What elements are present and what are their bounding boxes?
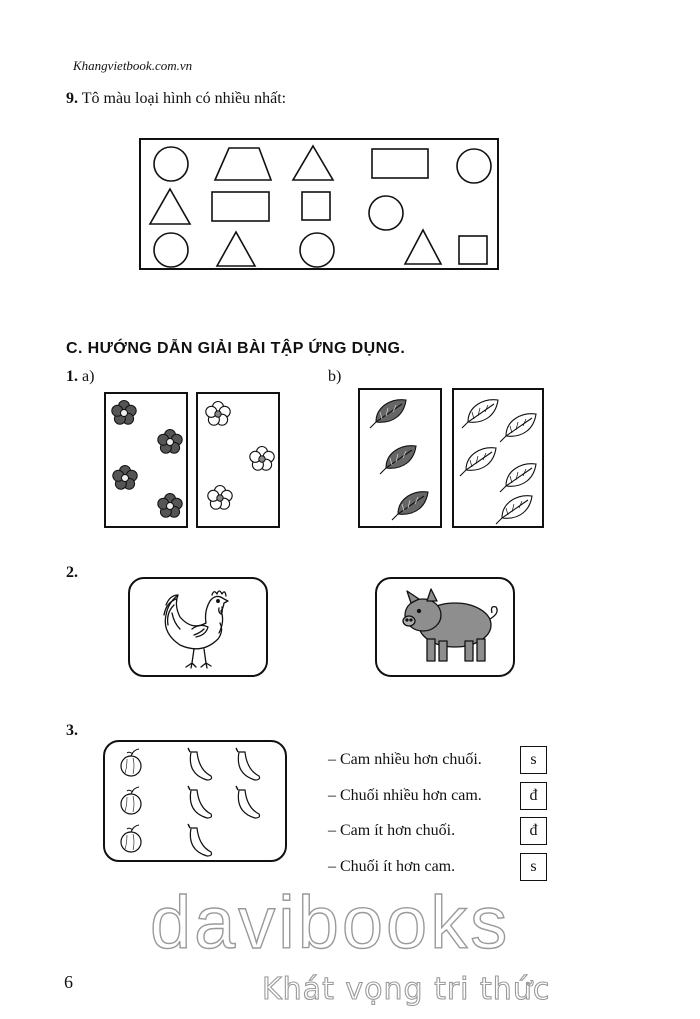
fruit-group (105, 742, 289, 864)
rooster-icon (130, 579, 270, 679)
answer-box-1[interactable]: s (520, 746, 547, 774)
shape-circle (154, 147, 188, 181)
banana-icon (236, 786, 260, 818)
flower-card-right (196, 392, 280, 528)
rooster-card (128, 577, 268, 677)
shape-trapezoid (215, 148, 271, 180)
page-number: 6 (64, 972, 73, 992)
shapes-panel (139, 138, 499, 270)
answer-1-part-b: b) (328, 368, 342, 385)
leaf-group-right (454, 390, 546, 530)
site-header: Khangvietbook.com.vn (73, 58, 193, 73)
flower-icon (206, 402, 230, 426)
orange-icon (121, 825, 141, 852)
shape-triangle (293, 146, 333, 180)
answer-3-label (66, 722, 78, 740)
answer-3-number: 3. (66, 722, 78, 739)
shape-circle (300, 233, 334, 267)
leaf-icon (500, 464, 536, 492)
shape-circle (457, 149, 491, 183)
statement-3: – Cam ít hơn chuối. (328, 822, 456, 839)
answer-2-label (66, 564, 78, 582)
leaf-icon (496, 496, 532, 524)
answer-1-part-a: a) (82, 368, 95, 385)
flower-group-right (198, 394, 282, 530)
answer-box-2[interactable]: đ (520, 782, 547, 810)
watermark-slogan: Khát vọng tri thức (262, 972, 551, 1007)
orange-icon (121, 749, 141, 776)
flower-icon (158, 430, 182, 454)
shape-triangle (150, 189, 190, 224)
exercise-9-prompt (66, 90, 286, 108)
watermark-brand: davibooks (150, 881, 511, 964)
shape-rectangle (372, 149, 428, 178)
statement-2: – Chuối nhiều hơn cam. (328, 787, 482, 804)
shape-square (459, 236, 487, 264)
section-c-title: C. HƯỚNG DẪN GIẢI BÀI TẬP ỨNG DỤNG. (66, 340, 406, 357)
leaf-icon (462, 400, 498, 428)
answer-1-label (66, 368, 94, 386)
exercise-9-number: 9. (66, 90, 78, 107)
leaf-icon (370, 400, 406, 428)
answer-box-4[interactable]: s (520, 853, 547, 881)
exercise-9-text: Tô màu loại hình có nhiều nhất: (81, 90, 287, 107)
leaf-icon (500, 414, 536, 442)
answer-2-number: 2. (66, 564, 78, 581)
pig-icon (377, 579, 517, 679)
banana-icon (188, 786, 212, 818)
flower-icon (250, 447, 274, 471)
leaf-group-left (360, 390, 444, 530)
shapes-figure (141, 140, 501, 272)
banana-icon (188, 748, 212, 780)
shape-rectangle (212, 192, 269, 221)
shape-square (302, 192, 330, 220)
statement-4: – Chuối ít hơn cam. (328, 858, 456, 875)
leaf-icon (380, 446, 416, 474)
fruit-card (103, 740, 287, 862)
flower-group-left (106, 394, 190, 530)
pig-card (375, 577, 515, 677)
flower-card-left (104, 392, 188, 528)
answer-1-number: 1. (66, 368, 78, 385)
shape-triangle (217, 232, 255, 266)
leaf-icon (460, 448, 496, 476)
statement-1: – Cam nhiều hơn chuối. (328, 751, 482, 768)
banana-icon (188, 824, 212, 856)
leaf-icon (392, 492, 428, 520)
banana-icon (236, 748, 260, 780)
leaf-card-left (358, 388, 442, 528)
leaf-card-right (452, 388, 544, 528)
flower-icon (113, 466, 137, 490)
answer-box-3[interactable]: đ (520, 817, 547, 845)
flower-icon (112, 401, 136, 425)
shape-circle (154, 233, 188, 267)
flower-icon (208, 486, 232, 510)
flower-icon (158, 494, 182, 518)
shape-triangle (405, 230, 441, 264)
shape-circle (369, 196, 403, 230)
orange-icon (121, 787, 141, 814)
